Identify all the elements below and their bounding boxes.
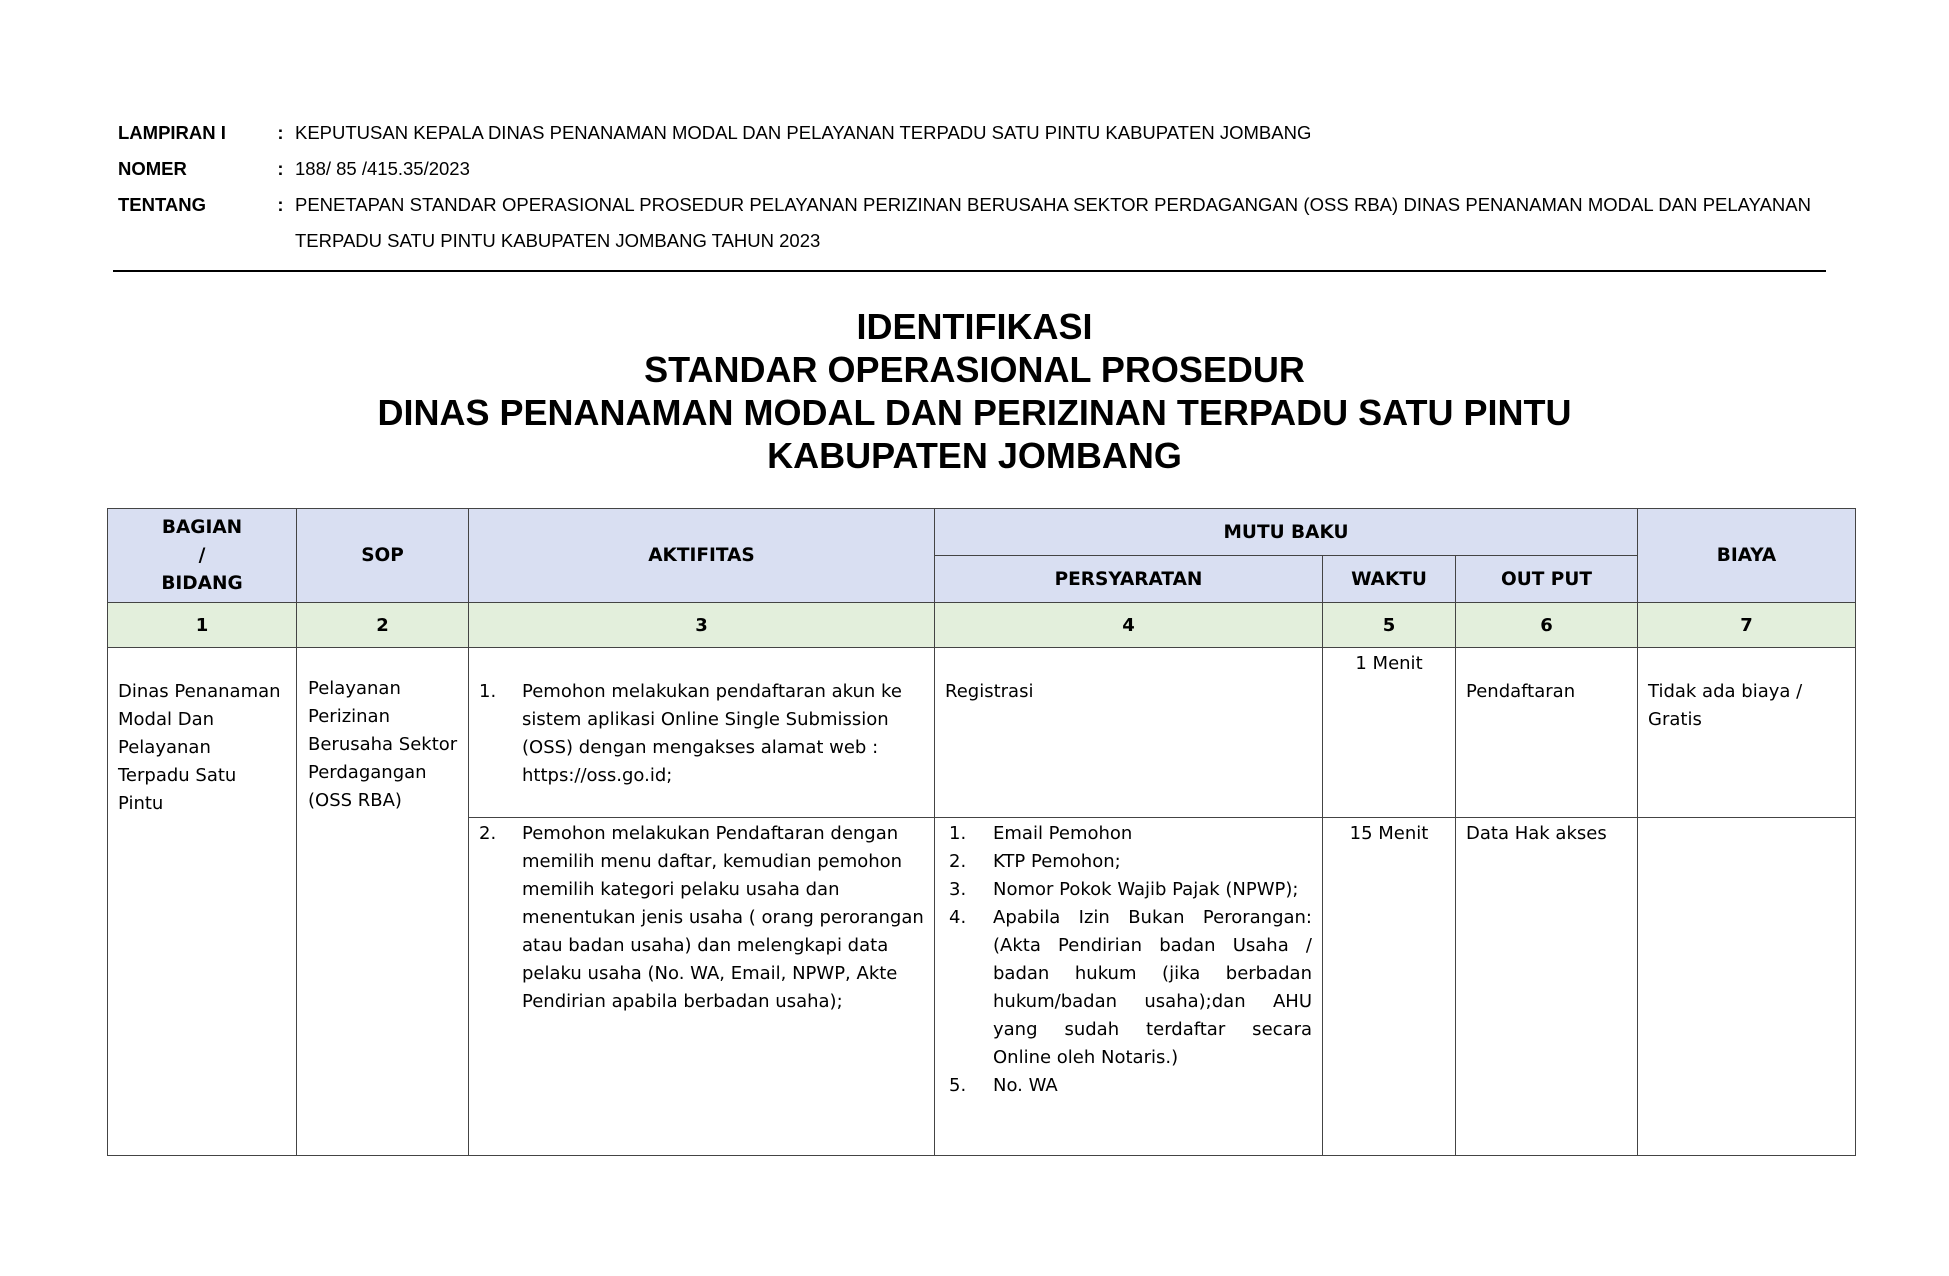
title-line-1: IDENTIFIKASI <box>856 306 1093 347</box>
column-number: 3 <box>469 603 935 648</box>
waktu-cell: 1 Menit <box>1323 648 1456 818</box>
column-number: 5 <box>1323 603 1456 648</box>
column-number: 7 <box>1638 603 1856 648</box>
header-aktifitas: AKTIFITAS <box>469 509 935 603</box>
step-number: 2. <box>479 823 497 844</box>
list-item: 4. Apabila Izin Bukan Perorangan: (Akta Pendirian badan Usaha / badan hukum (jika berbadan hukum/badan usaha);dan AHU yang sudah terdaftar secara Online oleh Notaris.) <box>949 907 1312 1068</box>
column-number: 6 <box>1456 603 1638 648</box>
header-value: PENETAPAN STANDAR OPERASIONAL PROSEDUR PELAYANAN PERIZINAN BERUSAHA SEKTOR PERDAGANGAN (OSS RBA) DINAS PENANAMAN MODAL DAN PELAYANAN TERPADU SATU PINTU KABUPATEN JOMBANG TAHUN 2023 <box>295 194 1811 251</box>
column-number: 2 <box>297 603 469 648</box>
header-output: OUT PUT <box>1456 556 1638 603</box>
header-label: NOMER <box>118 158 187 179</box>
title-line-3: DINAS PENANAMAN MODAL DAN PERIZINAN TERPADU SATU PINTU <box>377 392 1572 433</box>
column-number: 4 <box>935 603 1323 648</box>
step-text: Pemohon melakukan Pendaftaran dengan memilih menu daftar, kemudian pemohon memilih kategori pelaku usaha dan menentukan jenis usaha ( orang perorangan atau badan usaha) dan melengkapi data pelaku usaha (No. WA, Email, NPWP, Akte Pendirian apabila berbadan usaha); <box>522 823 924 1012</box>
aktifitas-cell <box>469 818 935 1156</box>
requirements-list <box>935 818 1322 1100</box>
document-title <box>0 305 1949 477</box>
list-item: 3. Nomor Pokok Wajib Pajak (NPWP); <box>949 879 1299 900</box>
waktu-cell: 15 Menit <box>1323 818 1456 1156</box>
header-label: TENTANG <box>118 194 207 215</box>
header-label: LAMPIRAN I <box>118 122 226 143</box>
output-cell: Data Hak akses <box>1456 818 1638 1156</box>
column-number-row <box>108 603 1856 648</box>
column-number: 1 <box>108 603 297 648</box>
bagian-cell: Dinas Penanaman Modal Dan Pelayanan Terpadu Satu Pintu <box>108 648 297 1156</box>
header-row-lampiran <box>118 115 1811 151</box>
header-value: 188/ 85 /415.35/2023 <box>295 158 470 179</box>
list-item: 2. KTP Pemohon; <box>949 851 1121 872</box>
sop-table <box>107 508 1856 1156</box>
document-header <box>118 115 1811 259</box>
header-row-tentang <box>118 187 1811 259</box>
header-biaya: BIAYA <box>1638 509 1856 603</box>
header-bagian: BAGIAN / BIDANG <box>108 509 297 603</box>
aktifitas-cell <box>469 648 935 818</box>
header-mutu-baku: MUTU BAKU <box>935 509 1638 556</box>
header-waktu: WAKTU <box>1323 556 1456 603</box>
biaya-cell-empty <box>1638 818 1856 1156</box>
sop-cell: Pelayanan Perizinan Berusaha Sektor Perdagangan (OSS RBA) <box>297 648 469 1156</box>
header-divider <box>113 270 1826 272</box>
header-colon: : <box>277 158 284 179</box>
table-row <box>108 648 1856 818</box>
header-row-nomer <box>118 151 1811 187</box>
step-number: 1. <box>479 681 497 702</box>
persyaratan-cell: Registrasi <box>935 648 1323 818</box>
header-value: KEPUTUSAN KEPALA DINAS PENANAMAN MODAL DAN PELAYANAN TERPADU SATU PINTU KABUPATEN JOMBANG <box>295 122 1312 143</box>
header-sop: SOP <box>297 509 469 603</box>
persyaratan-cell <box>935 818 1323 1156</box>
biaya-cell: Tidak ada biaya / Gratis <box>1638 648 1856 818</box>
title-line-2: STANDAR OPERASIONAL PROSEDUR <box>644 349 1305 390</box>
list-item: 5. No. WA <box>949 1075 1058 1096</box>
header-persyaratan: PERSYARATAN <box>935 556 1323 603</box>
output-cell: Pendaftaran <box>1456 648 1638 818</box>
header-colon: : <box>277 122 284 143</box>
step-text: Pemohon melakukan pendaftaran akun ke sistem aplikasi Online Single Submission (OSS) dengan mengakses alamat web : https://oss.go.id; <box>522 681 902 786</box>
title-line-4: KABUPATEN JOMBANG <box>767 435 1182 476</box>
list-item: 1. Email Pemohon <box>949 823 1133 844</box>
header-colon: : <box>277 194 284 215</box>
